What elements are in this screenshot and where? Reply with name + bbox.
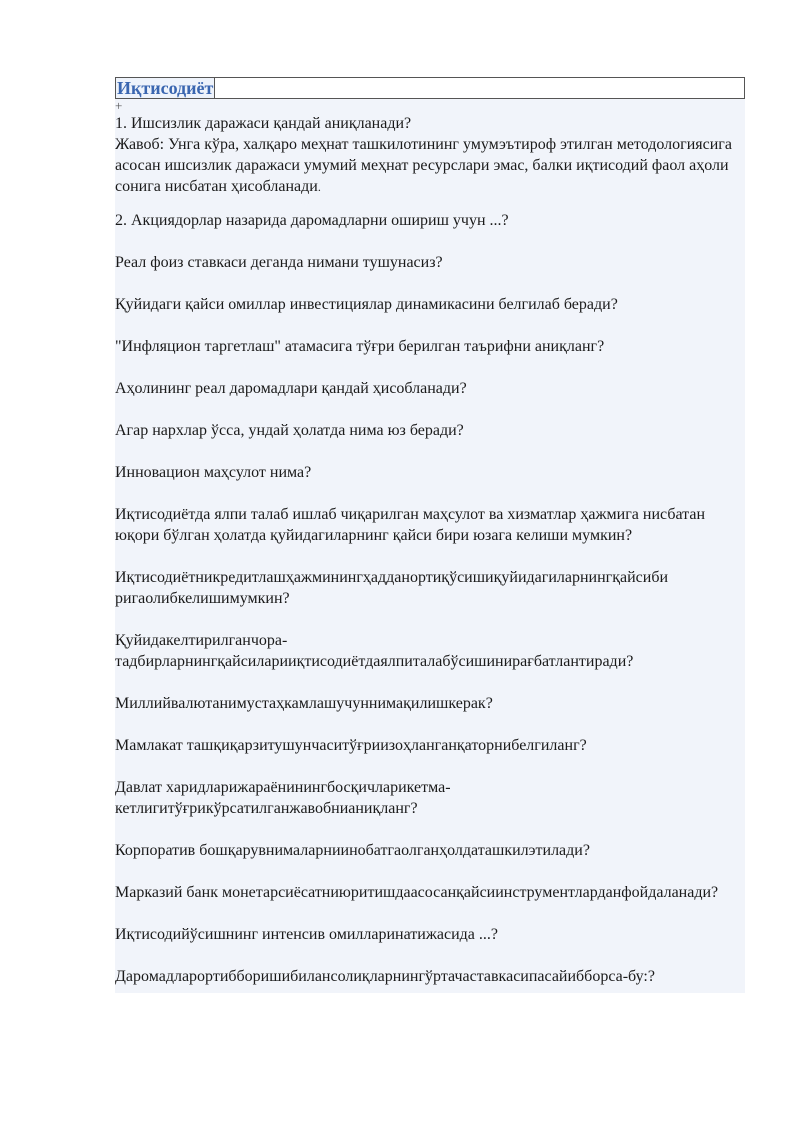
question-item: Корпоратив бошқарувнималарниинобатгаолганҳолдаташкилэтилади? <box>115 842 590 859</box>
document-page <box>115 77 745 993</box>
question-item: Қуйидакелтирилганчора-тадбирларнингқайсиларииқтисодиётдаялпиталабўсишинирағбатлантиради? <box>115 632 634 670</box>
question-item: Иқтисодиётникредитлашҳажминингҳадданортиқўсишиқуйидагиларнингқайсиби ригаолибкелишимумкин? <box>115 569 669 607</box>
plus-marker: + <box>115 98 123 113</box>
title-box <box>115 77 745 99</box>
question-item: "Инфляцион таргетлаш" атамасига тўғри берилган таърифни аниқланг? <box>115 338 605 355</box>
question-item: Иқтисодийўсишнинг интенсив омилларинатижасида ...? <box>115 926 499 943</box>
question-item: Марказий банк монетарсиёсатниюритишдаасосанқайсиинструментларданфойдаланади? <box>115 884 719 901</box>
question-item: Даромадларортибборишибилансолиқларнингўртачаставкасипасайибборса-бу:? <box>115 968 655 985</box>
document-title[interactable]: Иқтисодиёт <box>117 78 214 98</box>
question-item: Давлат харидларижараёнинингбосқичларикетма-кетлигитўғрикўрсатилганжавобнианиқланг? <box>115 779 451 817</box>
question-item: Мамлакат ташқиқарзитушунчаситўғриизоҳланганқаторнибелгиланг? <box>115 737 587 754</box>
question-1 <box>115 113 743 198</box>
question-item: Реал фоиз ставкаси деганда нимани тушунасиз? <box>115 254 443 271</box>
answer-end: . <box>317 180 321 194</box>
question-item: Миллийвалютанимустаҳкамлашучуннимақилишкерак? <box>115 695 493 712</box>
question-item: 2. Акциядорлар назарида даромадларни ошириш учун ...? <box>115 212 509 229</box>
question-item: Аҳолининг реал даромадлари қандай ҳисобланади? <box>115 380 467 397</box>
question-1-answer <box>115 134 743 198</box>
question-1-text: 1. Ишсизлик даражаси қандай аниқланади? <box>115 115 412 132</box>
answer-text: Жавоб: Унга кўра, халқаро меҳнат ташкилотининг умумэътироф этилган методологиясига асосан ишсизлик даражаси умумий меҳнат ресурслари эмас, балки иқтисодий фаол аҳоли сонига нисбатан ҳисобланади <box>115 136 732 195</box>
question-item: Иқтисодиётда ялпи талаб ишлаб чиқарилган маҳсулот ва хизматлар ҳажмига нисбатан юқори бўлган ҳолатда қуйидагиларнинг қайси бири юзага келиши мумкин? <box>115 506 706 544</box>
question-item: Инновацион маҳсулот нима? <box>115 464 312 481</box>
document-body <box>115 99 745 993</box>
question-item: Агар нархлар ўсса, ундай ҳолатда нима юз беради? <box>115 422 464 439</box>
question-item: Қуйидаги қайси омиллар инвестициялар динамикасини белгилаб беради? <box>115 296 618 313</box>
